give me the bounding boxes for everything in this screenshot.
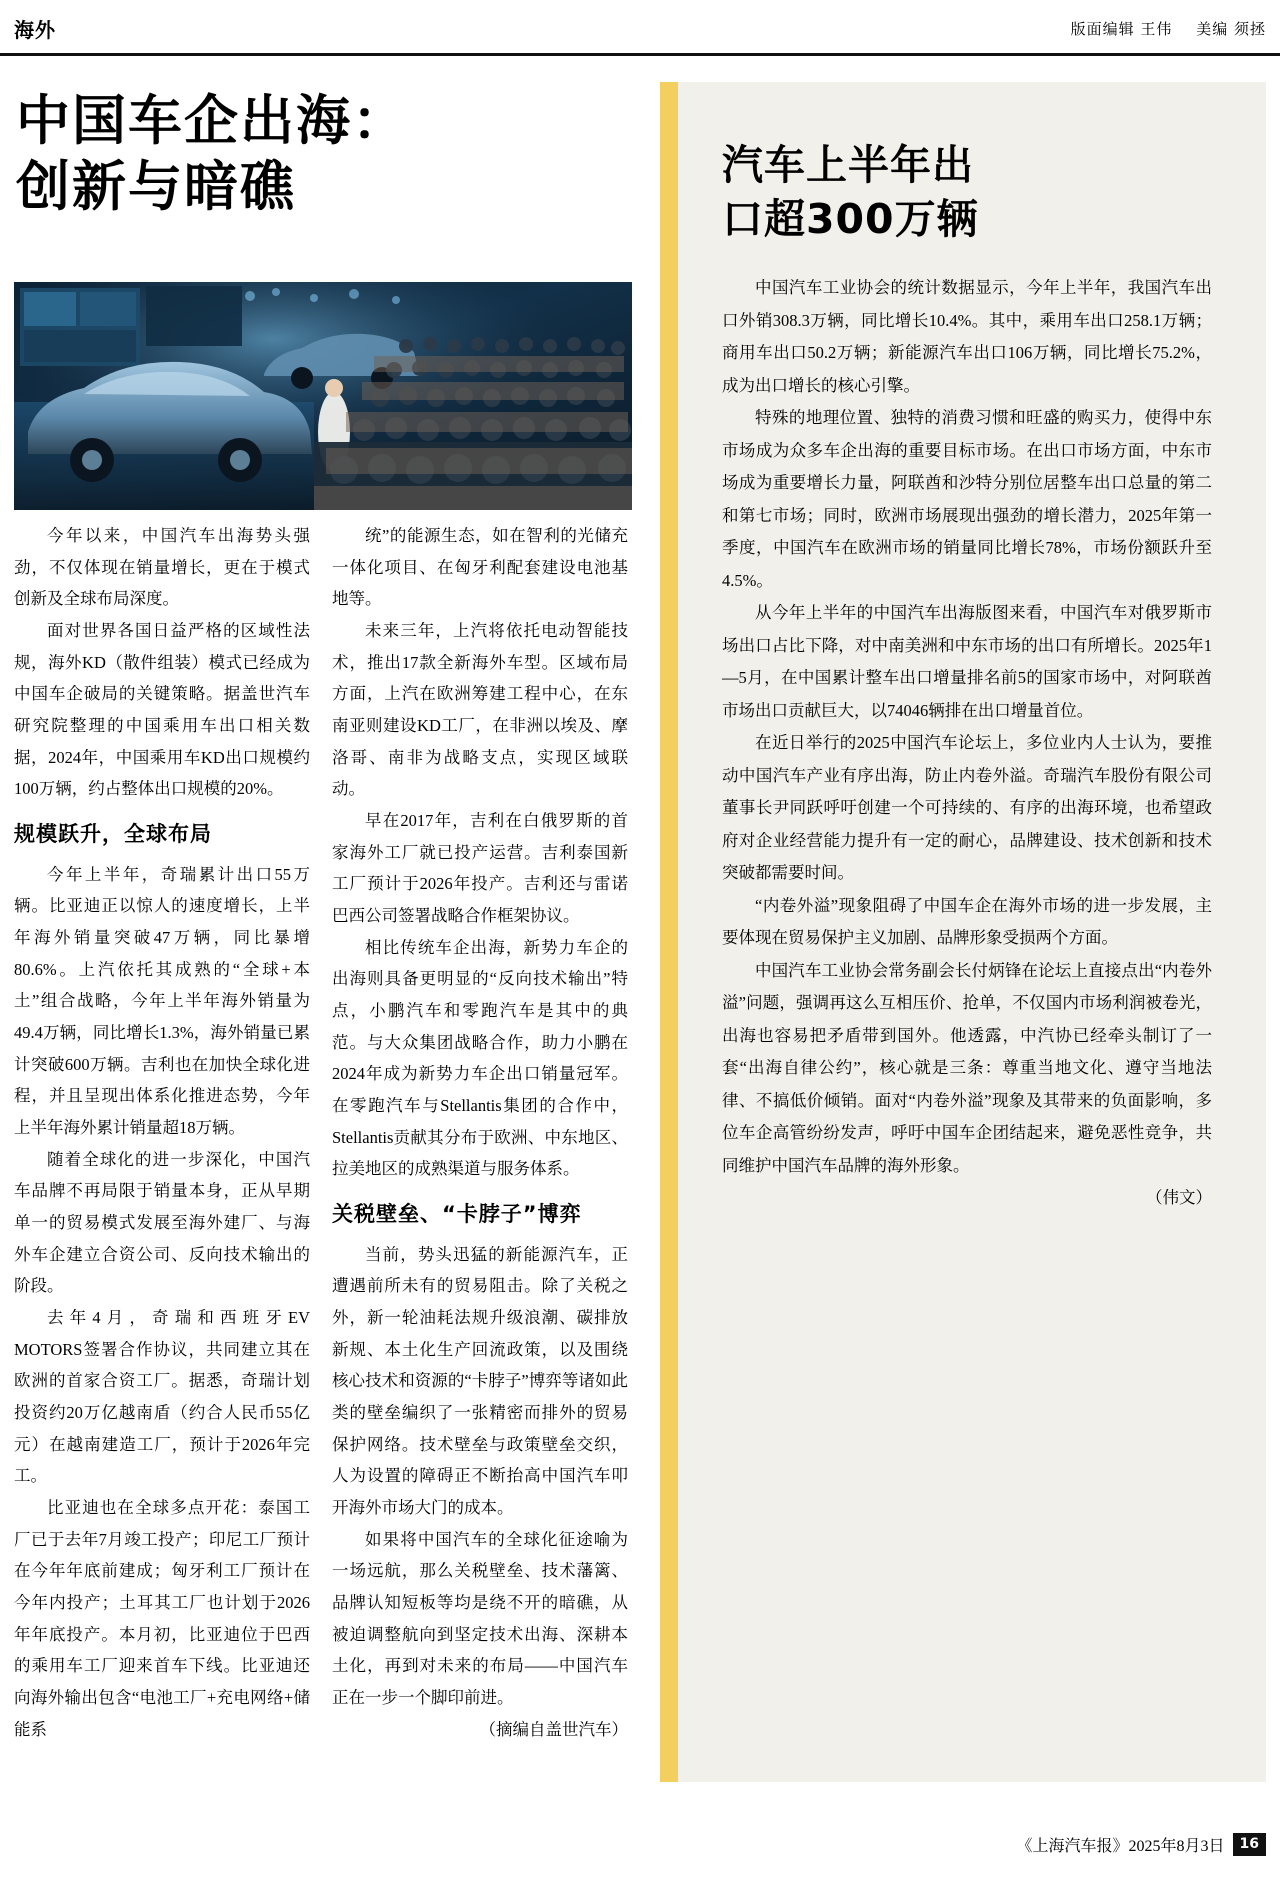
section-label: 海外: [14, 18, 56, 42]
paragraph: 去年4月，奇瑞和西班牙EV MOTORS签署合作协议，共同建立其在欧洲的首家合资工厂。据悉，奇瑞计划投资约20万亿越南盾（约合人民币55亿元）在越南建造工厂，预计于2026年完工。: [14, 1307, 310, 1486]
paragraph: 如果将中国汽车的全球化征途喻为一场远航，那么关税壁垒、技术藩篱、品牌认知短板等均是绕不开的暗礁，从被迫调整航向到坚定技术出海、深耕本土化，再到对未来的布局——中国汽车正在一步一个脚印前进。: [332, 1529, 628, 1708]
page-number: 16: [1233, 1833, 1266, 1855]
paragraph: 随着全球化的进一步深化，中国汽车品牌不再局限于销量本身，正从早期单一的贸易模式发展至海外建厂、与海外车企建立合资公司、反向技术输出的阶段。: [14, 1149, 310, 1296]
sidebar-accent-bar: [660, 82, 678, 1782]
sidebar-article: [660, 82, 1266, 1782]
paragraph: 特殊的地理位置、独特的消费习惯和旺盛的购买力，使得中东市场成为众多车企出海的重要目标市场。在出口市场方面，中东市场成为重要增长力量，阿联酋和沙特分别位居整车出口总量的第二和第七市场；同时，欧洲市场展现出强劲的增长潜力，2025年第一季度，中国汽车在欧洲市场的销量同比增长78%，市场份额跃升至4.5%。: [722, 408, 1212, 590]
sidebar-content: [722, 138, 1212, 1215]
paragraph: 相比传统车企出海，新势力车企的出海则具备更明显的“反向技术输出”特点，小鹏汽车和零跑汽车是其中的典范。与大众集团战略合作，助力小鹏在2024年成为新势力车企出口销量冠军。在零跑汽车与Stellantis集团的合作中，Stellantis贡献其分布于欧洲、中东地区、拉美地区的成熟渠道与服务体系。: [332, 937, 628, 1179]
sidebar-title: [722, 138, 1212, 246]
paragraph: 当前，势头迅猛的新能源汽车，正遭遇前所未有的贸易阻击。除了关税之外，新一轮油耗法规升级浪潮、碳排放新规、本土化生产回流政策，以及围绕核心技术和资源的“卡脖子”博弈等诸如此类的壁垒编织了一张精密而排外的贸易保护网络。技术壁垒与政策壁垒交织，人为设置的障碍正不断抬高中国汽车叩开海外市场大门的成本。: [332, 1244, 628, 1517]
photo-illustration: [14, 282, 632, 510]
paragraph: 早在2017年，吉利在白俄罗斯的首家海外工厂就已投产运营。吉利泰国新工厂预计于2026年投产。吉利还与雷诺巴西公司签署战略合作框架协议。: [332, 811, 628, 926]
subheading-2: 关税壁垒、“卡脖子”博弈: [332, 1202, 582, 1227]
footer: [1017, 1833, 1267, 1856]
article-column-2: [332, 520, 628, 1745]
sidebar-title-line-1: 汽车上半年出: [722, 141, 974, 189]
article-source: （摘编自盖世汽车）: [479, 1719, 628, 1739]
paragraph: 从今年上半年的中国汽车出海版图来看，中国汽车对俄罗斯市场出口占比下降，对中南美洲和中东市场的出口有所增长。2025年1—5月，在中国累计整车出口增量排名前5的国家市场中，对阿联酋市场出口贡献巨大，以74046辆排在出口增量首位。: [722, 603, 1212, 720]
paragraph: 中国汽车工业协会的统计数据显示，今年上半年，我国汽车出口外销308.3万辆，同比增长10.4%。其中，乘用车出口258.1万辆；商用车出口50.2万辆；新能源汽车出口106万辆，同比增长75.2%，成为出口增长的核心引擎。: [722, 278, 1212, 395]
paragraph: 今年以来，中国汽车出海势头强劲，不仅体现在销量增长，更在于模式创新及全球布局深度。: [14, 526, 310, 609]
paragraph: “内卷外溢”现象阻碍了中国车企在海外市场的进一步发展，主要体现在贸易保护主义加剧、品牌形象受损两个方面。: [722, 895, 1212, 948]
paragraph: 统”的能源生态，如在智利的光储充一体化项目、在匈牙利配套建设电池基地等。: [332, 526, 628, 609]
subheading-1: 规模跃升，全球布局: [14, 822, 212, 847]
paragraph: 在近日举行的2025中国汽车论坛上，多位业内人士认为，要推动中国汽车产业有序出海，防止内卷外溢。奇瑞汽车股份有限公司董事长尹同跃呼吁创建一个可持续的、有序的出海环境，也希望政府对企业经营能力提升有一定的耐心，品牌建设、技术创新和技术突破都需要时间。: [722, 733, 1212, 883]
paragraph: 未来三年，上汽将依托电动智能技术，推出17款全新海外车型。区域布局方面，上汽在欧洲筹建工程中心，在东南亚则建设KD工厂，在非洲以埃及、摩洛哥、南非为战略支点，实现区域联动。: [332, 621, 628, 799]
paragraph: 今年上半年，奇瑞累计出口55万辆。比亚迪正以惊人的速度增长，上半年海外销量突破47万辆，同比暴增80.6%。上汽依托其成熟的“全球+本土”组合战略，今年上半年海外销量为49.4万辆，同比增长1.3%，海外销量已累计突破600万辆。吉利也在加快全球化进程，并且呈现出体系化推进态势，今年上半年海外累计销量超18万辆。: [14, 864, 310, 1137]
headline-line-1: 中国车企出海：: [16, 89, 408, 152]
sidebar-body: [722, 272, 1212, 1215]
masthead: [0, 0, 1280, 56]
credit-editor: 版面编辑 王伟: [1070, 20, 1173, 38]
paragraph: 面对世界各国日益严格的区域性法规，海外KD（散件组装）模式已经成为中国车企破局的关键策略。据盖世汽车研究院整理的中国乘用车出口相关数据，2024年，中国乘用车KD出口规模约100万辆，约占整体出口规模的20%。: [14, 621, 310, 799]
sidebar-title-line-2: 口超300万辆: [722, 195, 979, 244]
sidebar-signature: （伟文）: [1146, 1188, 1212, 1208]
paragraph: 比亚迪也在全球多点开花：泰国工厂已于去年7月竣工投产；印尼工厂预计在今年年底前建成；匈牙利工厂预计在今年内投产；土耳其工厂也计划于2026年年底投产。本月初，比亚迪位于巴西的乘用车工厂迎来首车下线。比亚迪还向海外输出包含“电池工厂+充电网络+储能系: [14, 1497, 310, 1739]
masthead-credits: [1071, 18, 1266, 39]
credit-designer: 美编 须拯: [1196, 20, 1266, 38]
page-title: [16, 88, 636, 220]
headline-line-2: 创新与暗礁: [16, 154, 296, 218]
paragraph: 中国汽车工业协会常务副会长付炳锋在论坛上直接点出“内卷外溢”问题，强调再这么互相压价、抢单，不仅国内市场利润被卷光，出海也容易把矛盾带到国外。他透露，中汽协已经牵头制订了一套“出海自律公约”，核心就是三条：尊重当地文化、遵守当地法律、不搞低价倾销。面对“内卷外溢”现象及其带来的负面影响，多位车企高管纷纷发声，呼吁中国车企团结起来，避免恶性竞争，共同维护中国汽车品牌的海外形象。: [722, 960, 1212, 1175]
article-column-1: [14, 520, 310, 1745]
publication-line: 《上海汽车报》2025年8月3日: [1016, 1838, 1225, 1855]
article-photo: [14, 282, 632, 510]
